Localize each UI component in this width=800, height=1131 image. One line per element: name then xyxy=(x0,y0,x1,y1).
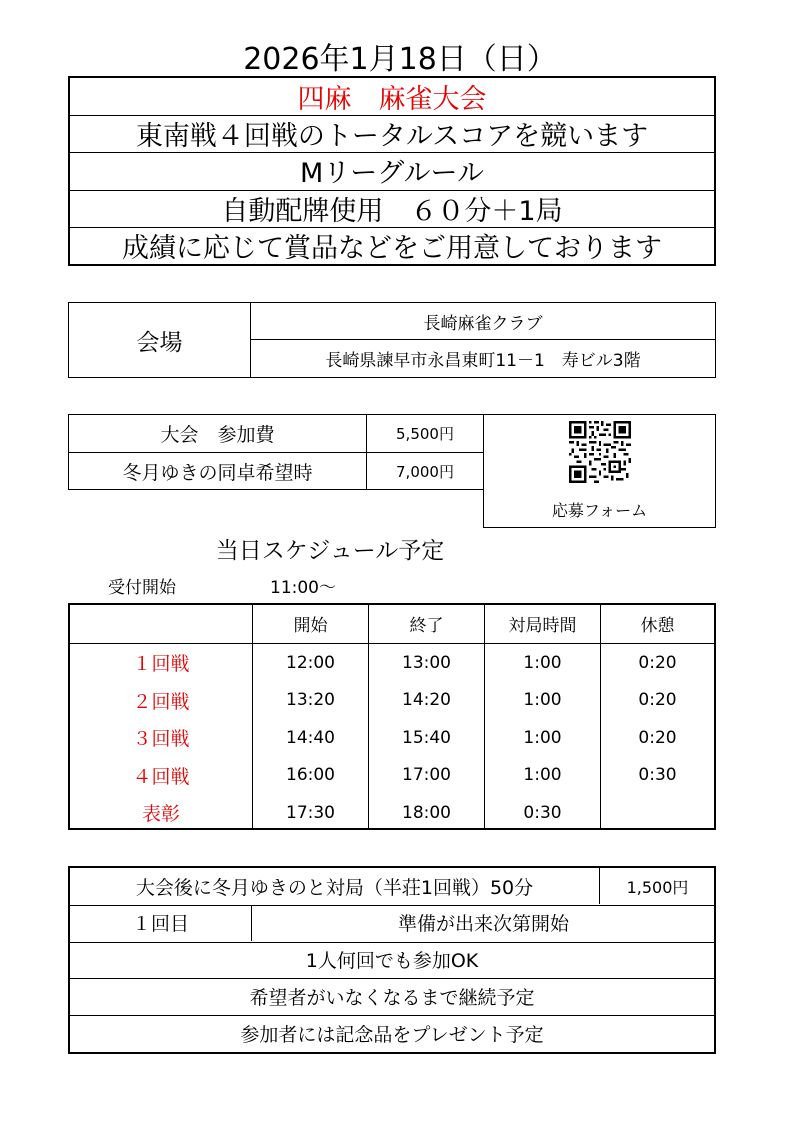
table-row xyxy=(70,794,714,832)
break-time: 0:30 xyxy=(638,765,677,785)
event-prize-line: 成績に応じて賞品などをご用意しております xyxy=(122,232,662,264)
fee-entry-label: 大会 参加費 xyxy=(69,415,367,452)
table-header-row xyxy=(70,605,714,644)
table-row xyxy=(70,682,714,720)
fee-entry-amount: 5,500円 xyxy=(396,425,454,443)
event-summary-box xyxy=(68,76,716,266)
first-round-note: 準備が出来次第開始 xyxy=(397,913,569,936)
post-event-price: 1,500円 xyxy=(626,877,689,897)
event-rule-line: Mリーグルール xyxy=(70,152,714,190)
venue-box xyxy=(68,302,716,378)
round-label: ３回戦 xyxy=(132,728,190,750)
start-time: 16:00 xyxy=(286,765,335,785)
event-title: 四麻 麻雀大会 xyxy=(70,78,714,116)
schedule-table xyxy=(68,603,716,830)
break-time xyxy=(601,794,714,831)
round-label: ２回戦 xyxy=(132,690,190,713)
post-event-note: 1人何回でも参加OK xyxy=(70,942,714,980)
duration: 1:00 xyxy=(523,652,562,673)
end-time: 18:00 xyxy=(402,802,451,823)
venue-label: 会場 xyxy=(69,303,251,377)
qr-box xyxy=(483,414,716,528)
post-event-note: 参加者には記念品をプレゼント予定 xyxy=(240,1024,544,1047)
post-event-title: 大会後に冬月ゆきのと対局（半荘1回戦）50分 xyxy=(70,868,600,904)
first-round-label: １回目 xyxy=(70,905,252,941)
event-date: 2026年1月18日（日） xyxy=(243,42,557,77)
event-format-line: 東南戦４回戦のトータルスコアを競います xyxy=(70,115,714,153)
start-time: 17:30 xyxy=(286,802,335,823)
header-start: 開始 xyxy=(293,616,328,636)
round-label: 表彰 xyxy=(141,803,180,825)
fee-same-table-label: 冬月ゆきの同卓希望時 xyxy=(69,453,367,490)
table-row xyxy=(70,644,714,682)
venue-name: 長崎麻雀クラブ xyxy=(251,303,715,340)
reception-time: 11:00～ xyxy=(270,577,336,598)
venue-address: 長崎県諫早市永昌東町11－1 寿ビル3階 xyxy=(325,351,641,371)
table-row xyxy=(70,719,714,757)
post-event-header-row xyxy=(70,868,714,906)
header-break: 休憩 xyxy=(640,616,675,636)
duration: 0:30 xyxy=(523,802,562,823)
reception-label: 受付開始 xyxy=(108,577,176,598)
start-time: 12:00 xyxy=(286,652,335,673)
break-time: 0:20 xyxy=(638,652,677,673)
qr-caption: 応募フォーム xyxy=(551,500,648,520)
qr-code-icon[interactable] xyxy=(569,421,631,483)
event-time-line: 自動配牌使用 ６０分＋1局 xyxy=(70,190,714,228)
end-time: 14:20 xyxy=(402,690,451,710)
header-duration: 対局時間 xyxy=(508,616,577,636)
end-time: 17:00 xyxy=(402,765,451,785)
start-time: 13:20 xyxy=(286,690,335,710)
header-blank xyxy=(70,605,252,642)
table-row xyxy=(70,757,714,795)
round-label: １回戦 xyxy=(132,653,190,675)
end-time: 13:00 xyxy=(402,652,451,673)
round-label: ４回戦 xyxy=(132,765,190,788)
break-time: 0:20 xyxy=(638,727,677,748)
first-round-row xyxy=(70,905,714,943)
end-time: 15:40 xyxy=(402,727,451,748)
post-event-box xyxy=(68,866,716,1054)
schedule-title: 当日スケジュール予定 xyxy=(215,537,445,564)
duration: 1:00 xyxy=(523,727,562,748)
fee-table xyxy=(68,414,484,490)
break-time: 0:20 xyxy=(638,690,677,710)
header-end: 終了 xyxy=(409,616,444,636)
post-event-note: 希望者がいなくなるまで継続予定 xyxy=(70,978,714,1016)
duration: 1:00 xyxy=(523,690,562,710)
start-time: 14:40 xyxy=(286,727,335,748)
duration: 1:00 xyxy=(523,765,562,785)
fee-same-table-amount: 7,000円 xyxy=(396,463,454,481)
